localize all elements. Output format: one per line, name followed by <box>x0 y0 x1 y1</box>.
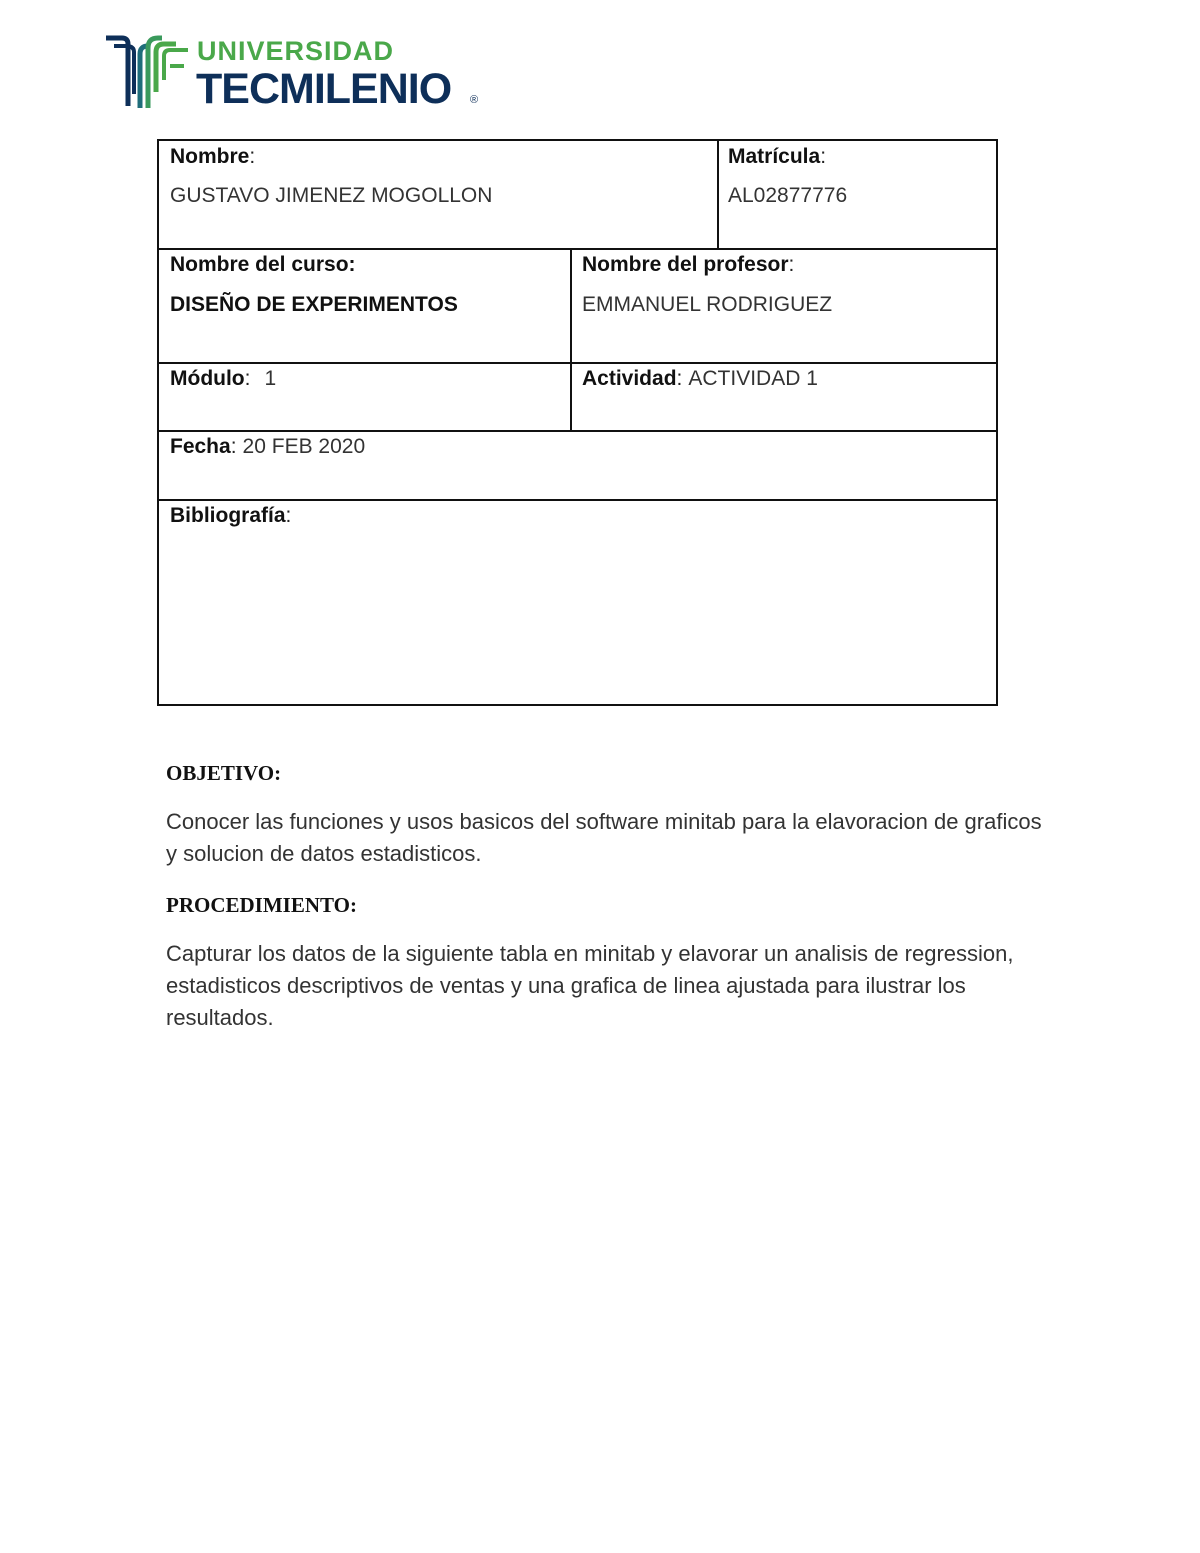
fecha-colon: : <box>230 435 237 458</box>
cell-fecha <box>159 432 998 499</box>
matricula-value: AL02877776 <box>728 184 848 207</box>
profesor-value: EMMANUEL RODRIGUEZ <box>582 293 833 316</box>
objetivo-heading: OBJETIVO: <box>166 761 282 785</box>
procedimiento-heading: PROCEDIMIENTO: <box>166 893 357 917</box>
nombre-label: Nombre <box>170 145 250 168</box>
modulo-label: Módulo <box>170 367 245 390</box>
modulo-colon: : <box>244 367 251 390</box>
matricula-colon: : <box>820 145 827 168</box>
cell-profesor <box>572 250 998 362</box>
cell-bibliografia <box>159 501 998 706</box>
nombre-colon: : <box>249 145 256 168</box>
actividad-value: ACTIVIDAD 1 <box>688 367 818 390</box>
curso-value: DISEÑO DE EXPERIMENTOS <box>170 293 458 316</box>
logo-text-tecmilenio: TECMILENIO <box>196 65 452 113</box>
registered-mark: ® <box>470 94 479 106</box>
cell-matricula <box>719 141 998 248</box>
cell-nombre <box>159 141 717 248</box>
university-logo <box>104 32 484 114</box>
modulo-value: 1 <box>264 367 277 390</box>
cell-curso <box>159 250 570 362</box>
procedimiento-text: Capturar los datos de la siguiente tabla en minitab y elavorar un analisis de regression, estadisticos descriptivos de ventas y una grafica de linea ajustada para ilustrar los resultados. <box>166 941 1014 1030</box>
curso-label: Nombre del curso: <box>170 253 356 276</box>
profesor-colon: : <box>788 253 795 276</box>
actividad-colon: : <box>676 367 683 390</box>
student-info-table <box>157 139 998 706</box>
cell-actividad <box>572 364 998 430</box>
logo-text-universidad: UNIVERSIDAD <box>197 36 395 66</box>
objetivo-text: Conocer las funciones y usos basicos del software minitab para la elavoracion de graficos y solucion de datos estadisticos. <box>166 809 1042 866</box>
bibliografia-colon: : <box>285 504 292 527</box>
matricula-label: Matrícula <box>728 145 821 168</box>
fecha-label: Fecha <box>170 435 231 458</box>
fecha-value: 20 FEB 2020 <box>242 435 366 458</box>
tecmilenio-emblem-icon <box>104 32 194 112</box>
bibliografia-label: Bibliografía <box>170 504 286 527</box>
actividad-label: Actividad <box>582 367 677 390</box>
nombre-value: GUSTAVO JIMENEZ MOGOLLON <box>170 184 493 207</box>
cell-modulo <box>159 364 570 430</box>
profesor-label: Nombre del profesor <box>582 253 789 276</box>
